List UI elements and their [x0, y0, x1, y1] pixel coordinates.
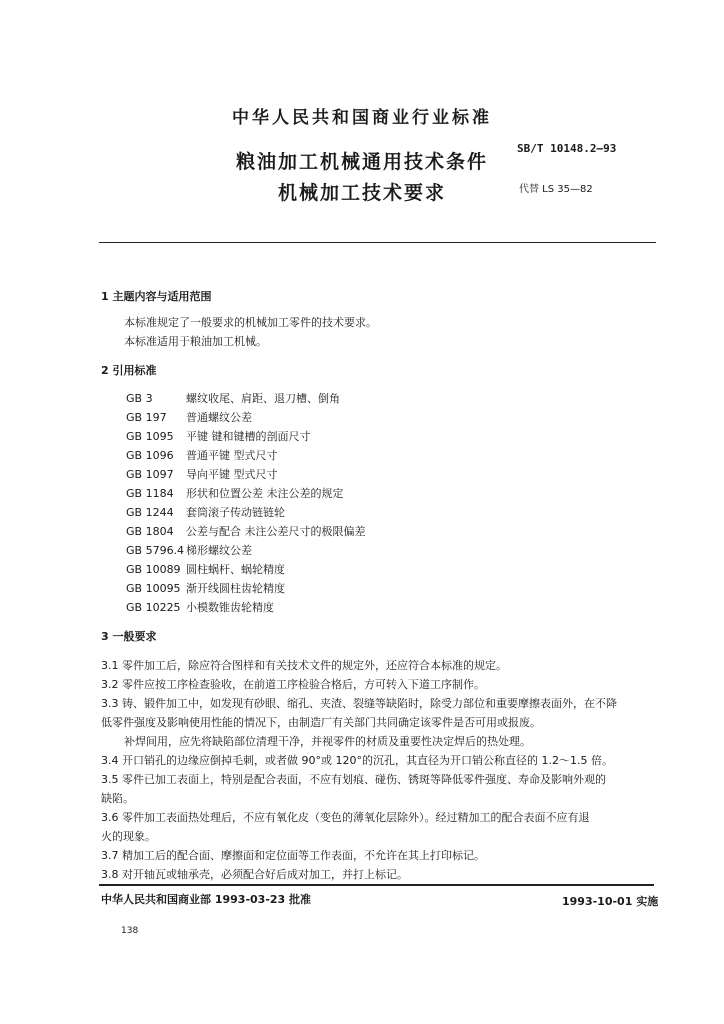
- reference-title: 普通平键 型式尺寸: [186, 449, 278, 462]
- reference-code: GB 1184: [126, 487, 174, 500]
- reference-item: [126, 504, 285, 520]
- section-1-heading: 1 主题内容与适用范围: [101, 290, 212, 303]
- reference-title: 平键 键和键槽的剖面尺寸: [186, 430, 311, 443]
- section-1-paragraph-2: 本标准适用于粮油加工机械。: [124, 335, 267, 348]
- reference-code: GB 1096: [126, 449, 174, 462]
- section-2-heading: 2 引用标准: [101, 364, 157, 377]
- reference-item: [126, 523, 366, 539]
- reference-code: GB 10095: [126, 582, 181, 595]
- section-3-heading: 3 一般要求: [101, 630, 157, 643]
- clause-3-4: 3.4 开口销孔的边缘应倒掉毛刺，或者做 90°或 120°的沉孔，其直径为开口销公称直径的 1.2～1.5 倍。: [101, 754, 613, 767]
- effective-date: 1993-10-01 实施: [562, 895, 659, 908]
- reference-item: [126, 428, 311, 444]
- clause-3-6-line-2: 火的现象。: [101, 830, 156, 843]
- reference-code: GB 5796.4: [126, 544, 185, 557]
- reference-title: 渐开线圆柱齿轮精度: [186, 582, 285, 595]
- reference-title: 普通螺纹公差: [186, 411, 252, 424]
- clause-3-6-line-1: 3.6 零件加工表面热处理后，不应有氧化皮（变色的薄氧化层除外）。经过精加工的配合表面不应有退: [101, 811, 590, 824]
- header-divider: [99, 242, 656, 243]
- reference-title: 小模数锥齿轮精度: [186, 601, 274, 614]
- reference-title: 梯形螺纹公差: [186, 544, 252, 557]
- reference-title: 形状和位置公差 未注公差的规定: [186, 487, 344, 500]
- reference-code: GB 1097: [126, 468, 174, 481]
- reference-title: 圆柱蜗杆、蜗轮精度: [186, 563, 285, 576]
- approval-statement: 中华人民共和国商业部 1993-03-23 批准: [101, 893, 312, 906]
- clause-3-5-line-1: 3.5 零件已加工表面上，特别是配合表面，不应有划痕、碰伤、锈斑等降低零件强度、寿命及影响外观的: [101, 773, 606, 786]
- reference-item: [126, 561, 285, 577]
- document-title-line-1: 粮油加工机械通用技术条件: [235, 151, 488, 173]
- reference-code: GB 1804: [126, 525, 174, 538]
- clause-3-3-line-1: 3.3 铸、锻件加工中，如发现有砂眼、缩孔、夹渣、裂缝等缺陷时，除受力部位和重要摩擦表面外，在不降: [101, 697, 617, 710]
- reference-item: [126, 447, 278, 463]
- reference-item: [126, 485, 344, 501]
- standard-code: SB/T 10148.2—93: [517, 142, 617, 155]
- reference-title: 螺纹收尾、肩距、退刀槽、倒角: [186, 392, 340, 405]
- reference-item: [126, 542, 252, 558]
- page-number: 138: [121, 926, 139, 936]
- reference-code: GB 197: [126, 411, 167, 424]
- reference-item: [126, 390, 340, 406]
- reference-item: [126, 599, 274, 615]
- reference-item: [126, 580, 285, 596]
- reference-item: [126, 466, 278, 482]
- issuing-organization: 中华人民共和国商业行业标准: [232, 108, 492, 128]
- reference-item: [126, 409, 252, 425]
- reference-title: 套筒滚子传动链链轮: [186, 506, 285, 519]
- clause-3-8: 3.8 对开轴瓦或轴承壳，必须配合好后成对加工，并打上标记。: [101, 868, 408, 881]
- reference-code: GB 1244: [126, 506, 174, 519]
- clause-3-2: 3.2 零件应按工序检查验收，在前道工序检验合格后，方可转入下道工序制作。: [101, 678, 485, 691]
- footer-divider: [99, 884, 654, 886]
- reference-code: GB 10089: [126, 563, 181, 576]
- clause-3-7: 3.7 精加工后的配合面、摩擦面和定位面等工作表面，不允许在其上打印标记。: [101, 849, 485, 862]
- clause-3-3-line-3: 补焊间用，应先将缺陷部位清理干净，并视零件的材质及重要性决定焊后的热处理。: [124, 735, 531, 748]
- reference-title: 导向平键 型式尺寸: [186, 468, 278, 481]
- clause-3-5-line-2: 缺陷。: [101, 792, 134, 805]
- replaces-standard: 代替 LS 35—82: [519, 184, 593, 195]
- document-title-line-2: 机械加工技术要求: [277, 182, 446, 204]
- reference-code: GB 10225: [126, 601, 181, 614]
- reference-code: GB 1095: [126, 430, 174, 443]
- reference-title: 公差与配合 未注公差尺寸的极限偏差: [186, 525, 366, 538]
- section-1-paragraph-1: 本标准规定了一般要求的机械加工零件的技术要求。: [124, 316, 377, 329]
- clause-3-1: 3.1 零件加工后，除应符合图样和有关技术文件的规定外，还应符合本标准的规定。: [101, 659, 507, 672]
- reference-code: GB 3: [126, 392, 153, 405]
- clause-3-3-line-2: 低零件强度及影响使用性能的情况下，由制造厂有关部门共同确定该零件是否可用或报废。: [101, 716, 541, 729]
